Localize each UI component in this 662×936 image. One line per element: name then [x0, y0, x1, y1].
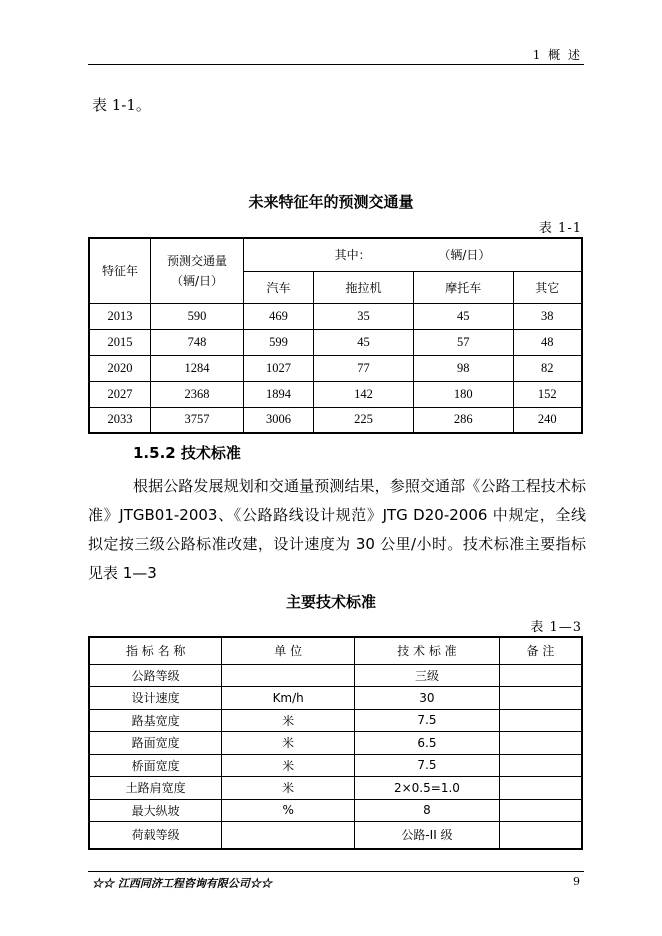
- cell: 2015: [89, 329, 151, 355]
- cell: %: [222, 799, 355, 822]
- table-row: [89, 732, 582, 755]
- cell: 599: [244, 329, 314, 355]
- th-motorcycle: 摩托车: [413, 271, 513, 303]
- th-other: 其它: [513, 271, 582, 303]
- chapter-header: 1 概 述: [532, 48, 582, 62]
- cell: 590: [151, 303, 244, 329]
- cell: 152: [513, 381, 582, 407]
- th-forecast-label: 预测交通量: [166, 253, 227, 268]
- cell: 30: [354, 687, 499, 710]
- cell: 45: [314, 329, 414, 355]
- table-row: [89, 664, 582, 687]
- cell: 286: [413, 407, 513, 433]
- th-standard: 技 术 标 准: [354, 637, 499, 664]
- cell: 2013: [89, 303, 151, 329]
- cell: 6.5: [354, 732, 499, 755]
- cell: 142: [314, 381, 414, 407]
- cell: 2027: [89, 381, 151, 407]
- table-row: [89, 687, 582, 710]
- forecast-table: [88, 237, 583, 434]
- cell: 225: [314, 407, 414, 433]
- th-forecast-unit: （辆/日）: [170, 273, 224, 288]
- cell: 8: [354, 799, 499, 822]
- cell: 路面宽度: [89, 732, 222, 755]
- cell: 公路-II 级: [354, 822, 499, 849]
- cell: 45: [413, 303, 513, 329]
- cell: 设计速度: [89, 687, 222, 710]
- section-paragraph: 根据公路发展规划和交通量预测结果，参照交通部《公路工程技术标准》JTGB01-2003、《公路路线设计规范》JTG D20-2006 中规定，全线拟定按三级公路标准改建，设计速度为 30 公里/小时。技术标准主要指标见表 1—3: [88, 477, 586, 582]
- table-header-row: [89, 637, 582, 664]
- footer-company: ☆☆ 江西同济工程咨询有限公司☆☆: [92, 877, 272, 890]
- cell: 米: [222, 732, 355, 755]
- cell: [222, 664, 355, 687]
- table-row: [89, 754, 582, 777]
- th-tractor: 拖拉机: [314, 271, 414, 303]
- table-row: [89, 355, 582, 381]
- th-among: [244, 238, 583, 271]
- cell: [499, 799, 582, 822]
- cell: 公路等级: [89, 664, 222, 687]
- cell: Km/h: [222, 687, 355, 710]
- cell: 米: [222, 709, 355, 732]
- intro-text: 表 1-1。: [92, 96, 151, 114]
- cell: 荷载等级: [89, 822, 222, 849]
- th-among-unit: （辆/日）: [438, 248, 491, 263]
- cell: [499, 732, 582, 755]
- cell: 77: [314, 355, 414, 381]
- cell: 7.5: [354, 709, 499, 732]
- cell: [499, 777, 582, 800]
- cell: 38: [513, 303, 582, 329]
- table-row: [89, 303, 582, 329]
- cell: 2020: [89, 355, 151, 381]
- th-car: 汽车: [244, 271, 314, 303]
- th-forecast: [151, 238, 244, 303]
- cell: 最大纵坡: [89, 799, 222, 822]
- th-indicator: 指 标 名 称: [89, 637, 222, 664]
- table2-number: 表 1—3: [530, 620, 582, 635]
- cell: [499, 664, 582, 687]
- table1-title: 未来特征年的预测交通量: [248, 193, 414, 211]
- cell: 三级: [354, 664, 499, 687]
- cell: 2033: [89, 407, 151, 433]
- cell: 7.5: [354, 754, 499, 777]
- cell: 1894: [244, 381, 314, 407]
- cell: 48: [513, 329, 582, 355]
- cell: [499, 822, 582, 849]
- th-unit: 单 位: [222, 637, 355, 664]
- table-row: [89, 381, 582, 407]
- cell: [499, 709, 582, 732]
- cell: 240: [513, 407, 582, 433]
- table1-number: 表 1-1: [538, 221, 582, 236]
- cell: 桥面宽度: [89, 754, 222, 777]
- cell: 2368: [151, 381, 244, 407]
- th-year: 特征年: [89, 238, 151, 303]
- table-row: [89, 407, 582, 433]
- cell: [499, 687, 582, 710]
- cell: 35: [314, 303, 414, 329]
- cell: 98: [413, 355, 513, 381]
- cell: 469: [244, 303, 314, 329]
- cell: 米: [222, 777, 355, 800]
- cell: 748: [151, 329, 244, 355]
- footer-rule: [88, 871, 584, 872]
- cell: 82: [513, 355, 582, 381]
- header-rule: [88, 64, 584, 65]
- page-number: 9: [573, 875, 580, 888]
- cell: [222, 822, 355, 849]
- table-row: [89, 329, 582, 355]
- cell: 2×0.5=1.0: [354, 777, 499, 800]
- cell: 1027: [244, 355, 314, 381]
- th-remark: 备 注: [499, 637, 582, 664]
- cell: 1284: [151, 355, 244, 381]
- cell: 土路肩宽度: [89, 777, 222, 800]
- cell: 3757: [151, 407, 244, 433]
- th-among-label: 其中：: [334, 248, 371, 263]
- cell: 路基宽度: [89, 709, 222, 732]
- table-row: [89, 799, 582, 822]
- cell: 米: [222, 754, 355, 777]
- table-row: [89, 822, 582, 849]
- section-heading: 1.5.2 技术标准: [133, 444, 241, 462]
- cell: 3006: [244, 407, 314, 433]
- table-row: [89, 709, 582, 732]
- cell: 180: [413, 381, 513, 407]
- tech-standard-table: [88, 636, 583, 850]
- table2-title: 主要技术标准: [285, 593, 376, 611]
- cell: 57: [413, 329, 513, 355]
- table-row: [89, 777, 582, 800]
- cell: [499, 754, 582, 777]
